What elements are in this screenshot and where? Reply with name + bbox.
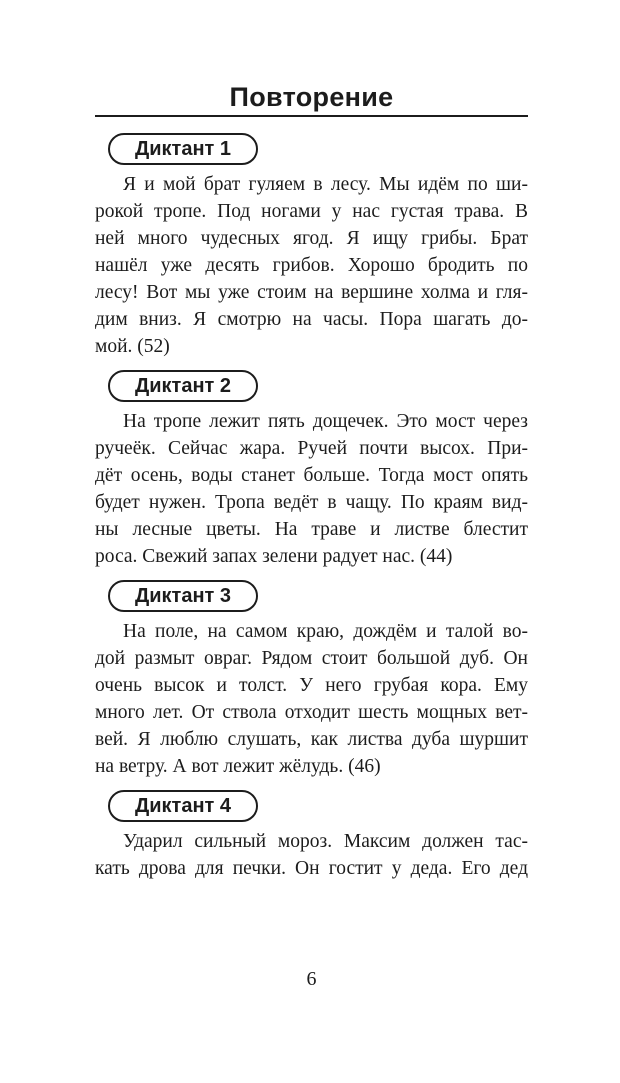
dictation-3-label: Диктант 3 (135, 585, 232, 607)
dictation-1-text (95, 171, 528, 360)
text-line: рокой тропе. Под ногами у нас густая трава. В (95, 201, 528, 222)
dictation-4-text (95, 828, 528, 882)
dictation-3-badge (108, 580, 258, 612)
dictation-3-section (95, 580, 528, 780)
dictation-2-section (95, 370, 528, 570)
page-content (95, 82, 528, 882)
dictation-4-section (95, 790, 528, 882)
text-line: Ударил сильный мороз. Максим должен тас- (123, 831, 528, 852)
text-line: вей. Я люблю слушать, как листва дуба шуршит (95, 729, 528, 750)
book-page (0, 82, 620, 1083)
dictation-2-label: Диктант 2 (135, 375, 232, 397)
dictation-4-label: Диктант 4 (135, 795, 232, 817)
text-line: ны лесные цветы. На траве и листве блестит (95, 519, 528, 540)
text-line: лесу! Вот мы уже стоим на вершине холма и гля- (95, 282, 528, 303)
text-line: ней много чудесных ягод. Я ищу грибы. Брат (95, 228, 528, 249)
dictation-2-badge (108, 370, 258, 402)
page-title: Повторение (229, 82, 394, 112)
title-underline (95, 115, 528, 117)
text-line: На тропе лежит пять дощечек. Это мост через (123, 411, 528, 432)
dictation-4-badge (108, 790, 258, 822)
text-line: На поле, на самом краю, дождём и талой во- (123, 621, 528, 642)
text-line: будет нужен. Тропа ведёт в чащу. По краям вид- (95, 492, 528, 513)
dictation-1-badge (108, 133, 258, 165)
text-line: очень высок и толст. У него грубая кора. Ему (95, 675, 528, 696)
dictation-1-section (95, 133, 528, 360)
text-line: мой. (52) (95, 336, 170, 357)
text-line: дим вниз. Я смотрю на часы. Пора шагать до- (95, 309, 528, 330)
text-line: ручеёк. Сейчас жара. Ручей почти высох. При- (95, 438, 528, 459)
page-number: 6 (306, 968, 317, 990)
text-line: Я и мой брат гуляем в лесу. Мы идём по ши- (123, 174, 528, 195)
dictation-3-text (95, 618, 528, 780)
dictation-1-label: Диктант 1 (135, 138, 232, 160)
text-line: на ветру. А вот лежит жёлудь. (46) (95, 756, 381, 777)
text-line: дой размыт овраг. Рядом стоит большой дуб. Он (95, 648, 528, 669)
text-line: дёт осень, воды станет больше. Тогда мост опять (95, 465, 528, 486)
text-line: роса. Свежий запах зелени радует нас. (44) (95, 546, 453, 567)
text-line: кать дрова для печки. Он гостит у деда. Его дед (95, 858, 528, 879)
text-line: нашёл уже десять грибов. Хорошо бродить по (95, 255, 528, 276)
text-line: много лет. От ствола отходит шесть мощных вет- (95, 702, 528, 723)
dictation-2-text (95, 408, 528, 570)
